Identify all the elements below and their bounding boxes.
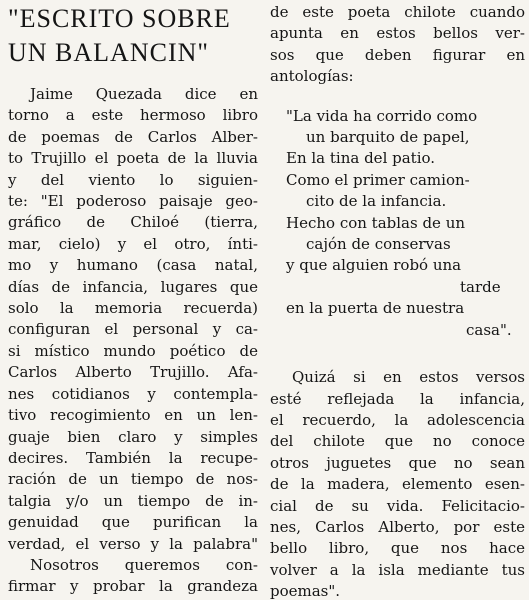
body-text-line: Jaime Quezada dice en [30,85,258,103]
body-text-line: decires. También la recupe- [8,448,258,467]
body-text-line: sos que deben figurar en [270,45,525,64]
body-text-line: talgia y/o un tiempo de in- [8,491,258,510]
headline-line-1: "ESCRITO SOBRE [8,4,231,33]
right-column [270,0,525,600]
poem-line: un barquito de papel, [306,128,470,147]
poem-line: en la puerta de nuestra [286,299,465,318]
body-text-line: to Trujillo el poeta de la lluvia [8,149,258,168]
body-text-line: si místico mundo poético de [8,341,258,360]
poem-line: Como el primer camion- [286,170,470,189]
body-text-line: esté reflejada la infancia, [270,389,525,408]
body-text-line: días de infancia, lugares que [8,277,258,296]
body-text-line: nes, Carlos Alberto, por este [270,517,525,536]
body-text-line: del chilote que no conoce [270,432,525,451]
poem-line: casa". [466,320,512,339]
right-body-text [270,367,525,600]
body-text-line: otros juguetes que no sean [270,453,525,472]
poem-quote [270,106,525,341]
body-text-line: cial de su vida. Felicitacio- [270,496,525,515]
body-text-line: Nosotros queremos con- [30,555,258,574]
left-body-text [8,84,258,598]
body-text-line: antologías: [270,67,354,86]
body-text-line: de la madera, elemento esen- [270,475,525,494]
body-text-line: Carlos Alberto Trujillo. Afa- [8,363,258,382]
body-text-line: tivo recogimiento en un len- [8,406,258,425]
body-text-line: ración de un tiempo de nos- [8,470,258,489]
left-column [8,0,258,598]
poem-line: En la tina del patio. [286,149,436,168]
body-text-line: verdad, el verso y la palabra" [8,534,258,553]
poem-line: y que alguien robó una [286,256,462,275]
body-text-line: Quizá si en estos versos [292,368,525,387]
body-text-line: gráfico de Chiloé (tierra, [8,213,258,232]
poem-line: tarde [460,277,501,296]
body-text-line: firmar y probar la grandeza [8,577,258,596]
body-text-line: guaje bien claro y simples [8,427,258,446]
poem-line: cito de la infancia. [306,192,447,211]
right-intro-text [270,0,525,88]
poem-line: Hecho con tablas de un [286,213,466,232]
article-headline [8,0,258,70]
body-text-line: configuran el personal y ca- [8,320,258,339]
body-text-line: de este poeta chilote cuando [270,3,525,21]
body-text-line: de poemas de Carlos Alber- [8,127,258,146]
body-text-line: nes cotidianos y contempla- [8,384,258,403]
body-text-line: el recuerdo, la adolescencia [270,410,525,429]
body-text-line: te: "El poderoso paisaje geo- [8,192,258,211]
body-text-line: mar, cielo) y el otro, ínti- [8,234,258,253]
body-text-line: solo la memoria recuerda) [8,299,258,318]
body-text-line: mo y humano (casa natal, [8,256,258,275]
headline-line-2: UN BALANCIN" [8,38,209,67]
body-text-line: apunta en estos bellos ver- [270,24,525,43]
body-text-line: genuidad que purifican la [8,513,258,532]
poem-line: "La vida ha corrido como [286,106,478,125]
body-text-line: torno a este hermoso libro [8,106,258,125]
body-text-line: poemas". [270,582,341,600]
body-text-line: volver a la isla mediante tus [270,560,525,579]
poem-line: cajón de conservas [306,235,451,254]
body-text-line: bello libro, que nos hace [270,539,525,558]
body-text-line: y del viento lo siguien- [8,170,258,189]
